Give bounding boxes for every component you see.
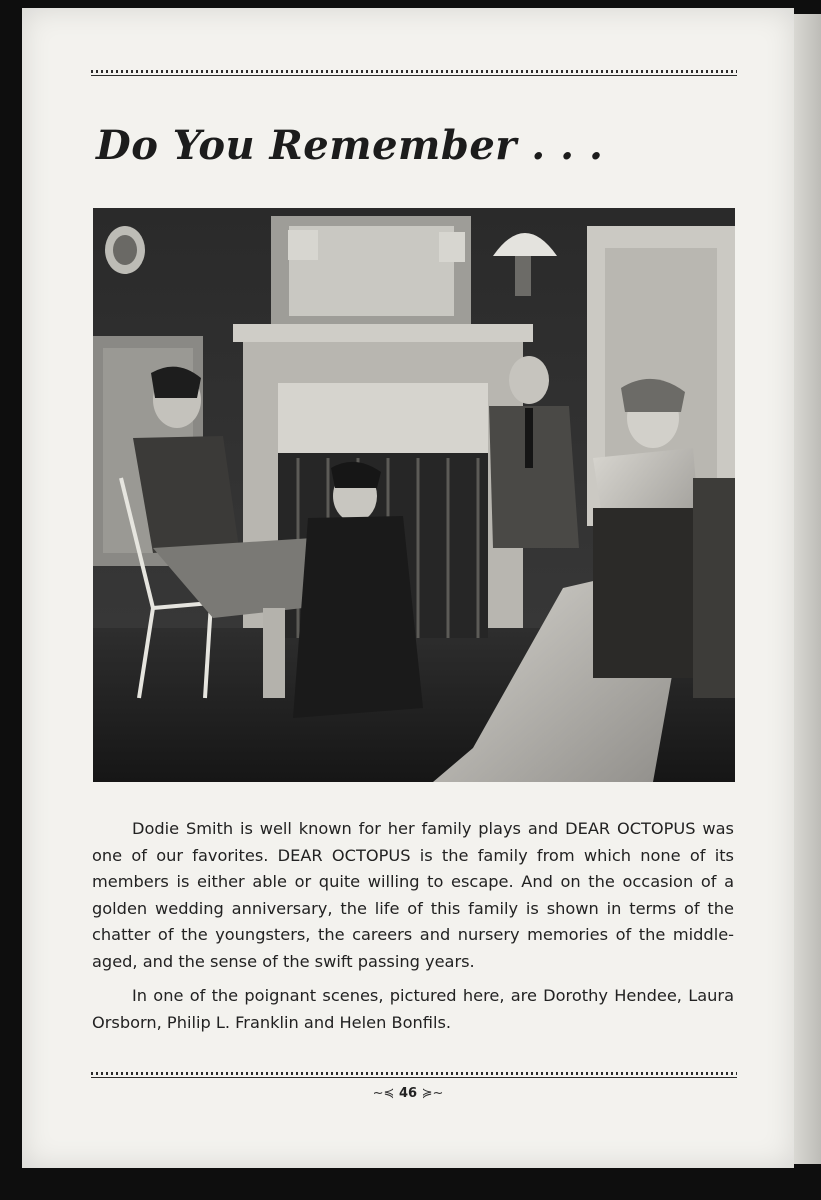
paragraph-2: In one of the poignant scenes, pictured here, are Dorothy Hendee, Laura Orsborn, Philip L. Franklin and Helen Bonfils. [92, 986, 734, 1032]
photo-illustration [93, 208, 735, 782]
article-body [92, 816, 734, 1044]
stage-scene-photo [93, 208, 735, 782]
page-number [22, 1086, 794, 1101]
page-number-value: 46 [398, 1086, 418, 1101]
page-heading: Do You Remember . . . [96, 122, 604, 169]
next-page-edge [794, 14, 821, 1164]
top-ornamental-rule [91, 70, 737, 76]
folio-ornament-left: ~≼ [372, 1086, 395, 1101]
folio-ornament-right: ≽~ [421, 1086, 444, 1101]
bottom-ornamental-rule [91, 1072, 737, 1078]
page [22, 8, 794, 1168]
paragraph-1: Dodie Smith is well known for her family plays and DEAR OCTOPUS was one of our favorites. DEAR OCTOPUS is the family from which none of its members is either able or quite willing to escape. And on the occasion of a golden wedding anniversary, the life of this family is shown in terms of the chatter of the youngsters, the careers and nursery memories of the middle-aged, and the sense of the swift passing years. [92, 819, 734, 971]
